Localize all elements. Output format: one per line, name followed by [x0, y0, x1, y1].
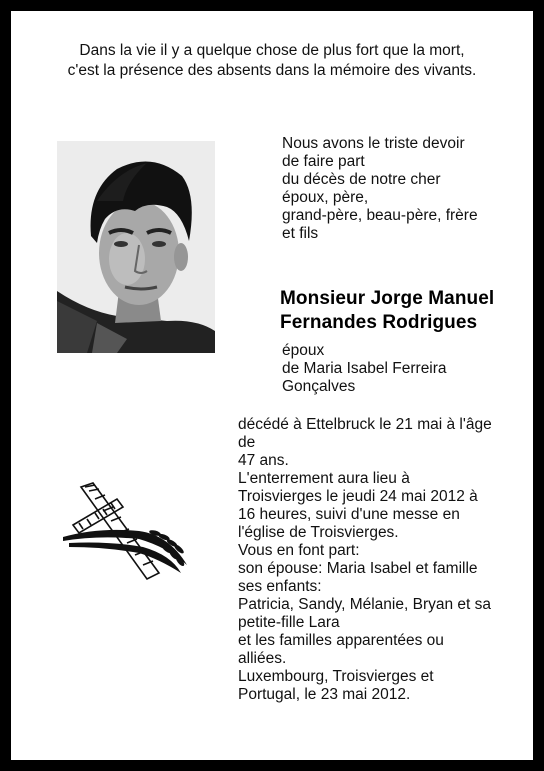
deceased-name [280, 287, 494, 335]
spouse-line: époux [282, 342, 325, 359]
detail-line: L'enterrement aura lieu à [238, 470, 410, 487]
announcement-intro [282, 135, 478, 243]
detail-line: Vous en font part: [238, 542, 360, 559]
detail-line: décédé à Ettelbruck le 21 mai à l'âge [238, 416, 492, 433]
epigraph-quote [0, 41, 544, 81]
intro-line: époux, père, [282, 189, 369, 206]
detail-line: Troisvierges le jeudi 24 mai 2012 à [238, 488, 478, 505]
detail-line: Luxembourg, Troisvierges et [238, 668, 434, 685]
detail-line: 47 ans. [238, 452, 289, 469]
detail-line: de [238, 434, 256, 451]
intro-line: et fils [282, 225, 319, 242]
detail-line: Patricia, Sandy, Mélanie, Bryan et sa [238, 596, 492, 613]
spouse-line: Gonçalves [282, 378, 356, 395]
quote-line-2: c'est la présence des absents dans la mémoire des vivants. [67, 62, 477, 79]
detail-line: et les familles apparentées ou [238, 632, 444, 649]
detail-line: l'église de Troisvierges. [238, 524, 399, 541]
obituary-page [11, 11, 533, 760]
spouse-line: de Maria Isabel Ferreira [282, 360, 447, 377]
deceased-name-line-1: Monsieur Jorge Manuel [280, 288, 495, 309]
intro-line: de faire part [282, 153, 365, 170]
detail-line: Portugal, le 23 mai 2012. [238, 686, 411, 703]
intro-line: Nous avons le triste devoir [282, 135, 465, 152]
detail-line: petite-fille Lara [238, 614, 340, 631]
obituary-details [238, 416, 492, 704]
cross-with-wheat-icon [59, 481, 191, 581]
detail-line: 16 heures, suivi d'une messe en [238, 506, 460, 523]
detail-line: alliées. [238, 650, 287, 667]
deceased-name-line-2: Fernandes Rodrigues [280, 312, 478, 333]
intro-line: du décès de notre cher [282, 171, 441, 188]
detail-line: son épouse: Maria Isabel et famille [238, 560, 478, 577]
intro-line: grand-père, beau-père, frère [282, 207, 478, 224]
portrait-photo [57, 141, 215, 353]
spouse-info [282, 342, 447, 396]
detail-line: ses enfants: [238, 578, 322, 595]
quote-line-1: Dans la vie il y a quelque chose de plus fort que la mort, [79, 42, 465, 59]
